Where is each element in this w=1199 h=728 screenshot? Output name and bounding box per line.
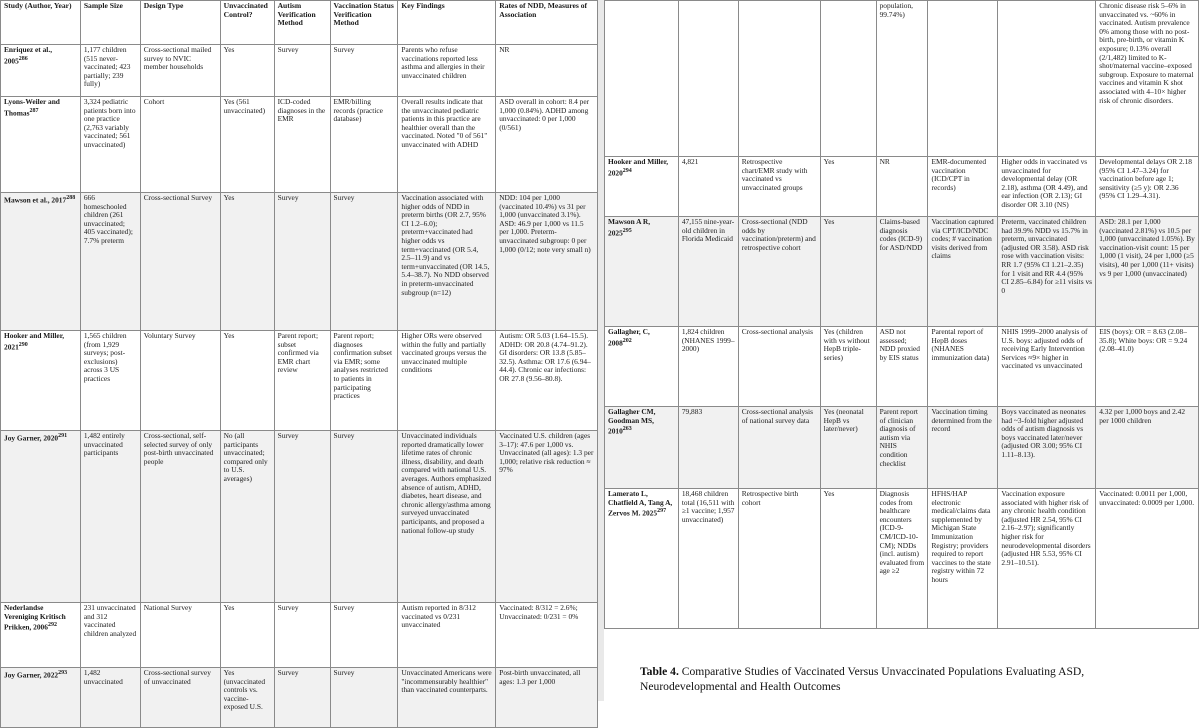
cell-autism: Parent report; subset confirmed via EMR chart review (274, 331, 330, 431)
table-row (1, 431, 598, 603)
study-ref: 287 (29, 107, 39, 114)
cell-control: Yes (unvaccinated controls vs. vaccine-exposed U.S. (220, 668, 274, 728)
cell-rates: Vaccinated: 8/312 = 2.6%; Unvaccinated: 0/231 = 0% (496, 603, 598, 668)
cell-control: Yes (children with vs without HepB triple-series) (820, 327, 876, 407)
cell-findings: Autism reported in 8/312 vaccinated vs 0/231 unvaccinated (398, 603, 496, 668)
cell-autism: Survey (274, 193, 330, 331)
study-name: Mawson et al., 2017 (4, 195, 67, 205)
cell-findings: Preterm, vaccinated children had 39.9% NDD vs 15.7% in preterm, unvaccinated (adjusted OR 3.58). ASD risk rose with vaccination visits: RR 1.7 (95% CI 1.21–2.35) for 1 visit and RR 4.4 (95% CI 2.85–6.84) for ≥11 visits vs 0 (998, 217, 1096, 327)
table-row (1, 193, 598, 331)
table-row (605, 217, 1199, 327)
study-ref: 293 (58, 670, 68, 676)
study-name: Mawson A R, 2025 (608, 217, 651, 238)
cell-findings: Vaccination associated with higher odds of NDD in preterm births (OR 2.7, 95% CI 1.2–6.0); preterm+vaccinated had higher odds vs term+vaccinated (OR 5.4, 2.5–11.9) and vs term+unvaccinated (OR 14.5, 5.4–38.7). No NDD observed in preterm-unvaccinated subgroup (n=12) (398, 193, 496, 331)
cell-study (605, 1, 679, 157)
cell-rates: 4.32 per 1,000 boys and 2.42 per 1000 children (1096, 407, 1199, 489)
cell-vacc: Survey (330, 45, 398, 97)
header-unvaccinated-control: Unvaccinated Control? (220, 1, 274, 45)
cell-sample: 231 unvaccinated and 312 vaccinated children analyzed (80, 603, 140, 668)
caption-label: Table 4. (640, 665, 679, 678)
cell-findings: Unvaccinated individuals reported dramatically lower lifetime rates of chronic illness, disability, and death compared with national U.S. averages. Authors emphasized absence of autism, ADHD, diabetes, heart disease, and chronic allergy/asthma among surveyed unvaccinated participants, and proposed a national follow-up study (398, 431, 496, 603)
cell-design: Cross-sectional Survey (140, 193, 220, 331)
study-ref: 286 (18, 55, 28, 62)
cell-study (1, 97, 81, 193)
cell-sample: 47,155 nine-year-old children in Florida Medicaid (678, 217, 738, 327)
study-name: Hooker and Miller, 2020 (608, 157, 669, 178)
cell-study (605, 489, 679, 629)
table-row (605, 157, 1199, 217)
cell-control: Yes (820, 157, 876, 217)
cell-study (1, 331, 81, 431)
study-ref: 202 (622, 337, 632, 344)
cell-study (1, 431, 81, 603)
study-name: Gallagher, C, 2008 (608, 327, 650, 348)
right-table-page (604, 0, 1199, 701)
table-row (1, 668, 598, 728)
cell-vacc: Parent report; diagnoses confirmation subset via EMR; some analyses restricted to patients in participating practices (330, 331, 398, 431)
cell-control: Yes (820, 489, 876, 629)
study-name: Lamerato L, Chatfield A, Tang A, Zervos M. 2025 (608, 489, 673, 518)
cell-rates: EIS (boys): OR = 8.63 (2.08–35.8); White boys: OR = 9.24 (2.08–41.0) (1096, 327, 1199, 407)
cell-sample: 666 homeschooled children (261 unvaccinated; 405 vaccinated); 7.7% preterm (80, 193, 140, 331)
cell-sample: 1,177 children (515 never-vaccinated; 423 partially; 239 fully) (80, 45, 140, 97)
cell-control: Yes (820, 217, 876, 327)
cell-rates: Post-birth unvaccinated, all ages: 1.3 per 1,000 (496, 668, 598, 728)
cell-design: Cross-sectional survey of unvaccinated (140, 668, 220, 728)
table-row (1, 45, 598, 97)
cell-rates: ASD overall in cohort: 8.4 per 1,000 (0.84%). ADHD among unvaccinated: 0 per 1,000 (0/561) (496, 97, 598, 193)
cell-study (1, 193, 81, 331)
cell-vacc: HFHS/HAP electronic medical/claims data supplemented by Michigan State Immunization Registry; providers required to report vaccines to the state registry within 72 hours (928, 489, 998, 629)
cell-control: Yes (neonatal HepB vs later/never) (820, 407, 876, 489)
cell-design: Cross-sectional analysis (738, 327, 820, 407)
cell-design: Cohort (140, 97, 220, 193)
cell-autism: Diagnosis codes from healthcare encounters (ICD-9-CM/ICD-10-CM); NDDs (incl. autism) evaluated from age ≥2 (876, 489, 928, 629)
study-name: Hooker and Miller, 2021 (4, 331, 65, 352)
cell-autism: Survey (274, 431, 330, 603)
study-ref: 297 (657, 508, 667, 515)
cell-vacc: Survey (330, 668, 398, 728)
cell-sample: 18,468 children total (16,511 with ≥1 vaccine; 1,957 unvaccinated) (678, 489, 738, 629)
cell-findings: Boys vaccinated as neonates had ~3-fold higher adjusted odds of autism diagnosis vs boys vaccinated later/never (adjusted OR 3.00; 95% CI 1.11–8.13). (998, 407, 1096, 489)
study-ref: 263 (622, 426, 632, 433)
header-study: Study (Author, Year) (1, 1, 81, 45)
cell-rates: Vaccinated: 0.0011 per 1,000, unvaccinated: 0.0009 per 1,000. (1096, 489, 1199, 629)
cell-design: Retrospective birth cohort (738, 489, 820, 629)
study-name: Nederlandse Vereniging Kritisch Prikken, 2006 (4, 603, 66, 632)
study-name: Gallagher CM, Goodman MS, 2010 (608, 407, 656, 436)
study-ref: 291 (58, 433, 68, 439)
cell-rates: NR (496, 45, 598, 97)
cell-vacc: Survey (330, 431, 398, 603)
cell-autism: Claims-based diagnosis codes (ICD-9) for ASD/NDD (876, 217, 928, 327)
cell-autism: Survey (274, 45, 330, 97)
cell-sample (678, 1, 738, 157)
cell-control (820, 1, 876, 157)
cell-rates: NDD: 104 per 1,000 (vaccinated 10.4%) vs 31 per 1,000 (unvaccinated 3.1%). ASD: 46.9 per 1,000 vs 11.5 per 1,000. Preterm-unvaccinated subgroup: 0 per 1,000 (0/12; note very small n) (496, 193, 598, 331)
cell-design: Cross-sectional (NDD odds by vaccination/preterm) and retrospective cohort (738, 217, 820, 327)
cell-sample: 1,824 children (NHANES 1999–2000) (678, 327, 738, 407)
cell-sample: 1,482 entirely unvaccinated participants (80, 431, 140, 603)
cell-study (1, 668, 81, 728)
table-row (605, 327, 1199, 407)
study-name: Enriquez et al., 2005 (4, 45, 53, 66)
table-row (1, 331, 598, 431)
table-row (1, 97, 598, 193)
cell-study (605, 217, 679, 327)
header-sample-size: Sample Size (80, 1, 140, 45)
cell-design (738, 1, 820, 157)
cell-vacc: Vaccination timing determined from the record (928, 407, 998, 489)
study-ref: 292 (47, 622, 57, 629)
cell-findings: Higher odds in vaccinated vs unvaccinated for developmental delay (OR 2.18), asthma (OR 4.49), and ear infection (OR 2.13); GI disorder OR 3.10 (NS) (998, 157, 1096, 217)
cell-autism: ASD not assessed; NDD proxied by EIS status (876, 327, 928, 407)
cell-study (1, 603, 81, 668)
cell-vacc: Vaccination captured via CPT/ICD/NDC codes; # vaccination visits derived from claims (928, 217, 998, 327)
study-ref: 288 (66, 195, 76, 201)
cell-design: Cross-sectional analysis of national survey data (738, 407, 820, 489)
cell-design: National Survey (140, 603, 220, 668)
study-name: Joy Garner, 2022 (4, 670, 59, 680)
cell-vacc: EMR-documented vaccination (ICD/CPT in records) (928, 157, 998, 217)
cell-autism: NR (876, 157, 928, 217)
caption-text: Comparative Studies of Vaccinated Versus Unvaccinated Populations Evaluating ASD, Neurodevelopmental and Health Outcomes (640, 665, 1085, 693)
cell-findings: Vaccination exposure associated with higher risk of any chronic health condition (adjusted HR 2.54, 95% CI 2.16–2.97); significantly higher risk for neurodevelopmental disorders (adjusted HR 5.53, 95% CI 2.91–10.51). (998, 489, 1096, 629)
cell-sample: 1,565 children (from 1,929 surveys; post-exclusions) across 3 US practices (80, 331, 140, 431)
cell-study (605, 407, 679, 489)
study-ref: 290 (18, 341, 28, 348)
header-row (1, 1, 598, 45)
left-table-page (0, 0, 598, 712)
cell-design: Voluntary Survey (140, 331, 220, 431)
cell-autism: population, 99.74%) (876, 1, 928, 157)
study-name: Lyons-Weiler and Thomas (4, 97, 60, 118)
cell-study (605, 157, 679, 217)
cell-findings (998, 1, 1096, 157)
cell-findings: NHIS 1999–2000 analysis of U.S. boys: adjusted odds of receiving Early Intervention Services ≈9× higher in vaccinated vs unvaccinated (998, 327, 1096, 407)
right-table (604, 0, 1199, 629)
header-vaccination-verification: Vaccination Status Verification Method (330, 1, 398, 45)
table-row (605, 1, 1199, 157)
table-row (605, 407, 1199, 489)
study-ref: 295 (622, 227, 632, 234)
cell-control: Yes (220, 45, 274, 97)
cell-control: Yes (220, 193, 274, 331)
cell-sample: 4,821 (678, 157, 738, 217)
table-row (1, 603, 598, 668)
cell-sample: 79,883 (678, 407, 738, 489)
cell-autism: Survey (274, 603, 330, 668)
study-name: Joy Garner, 2020 (4, 433, 59, 443)
cell-findings: Overall results indicate that the unvaccinated pediatric patients in this practice are healthier overall than the vaccinated. Noted "0 of 561" unvaccinated with ADHD (398, 97, 496, 193)
cell-sample: 3,324 pediatric patients born into one practice (2,763 variably vaccinated; 561 unvaccinated) (80, 97, 140, 193)
cell-findings: Unvaccinated Americans were "incommensurably healthier" than vaccinated counterparts. (398, 668, 496, 728)
cell-control: Yes (561 unvaccinated) (220, 97, 274, 193)
cell-findings: Parents who refuse vaccinations reported less asthma and allergies in their unvaccinated children (398, 45, 496, 97)
cell-rates: ASD: 28.1 per 1,000 (vaccinated 2.81%) vs 10.5 per 1,000 (unvaccinated 1.05%). By vaccination-visit count: 15 per 1,000 (1 visit), 24 per 1,000 (≥5 visits), 40 per 1,000 (11+ visits) vs 9 per 1,000 (unvaccinated) (1096, 217, 1199, 327)
header-key-findings: Key Findings (398, 1, 496, 45)
cell-vacc (928, 1, 998, 157)
cell-vacc: Parental report of HepB doses (NHANES immunization data) (928, 327, 998, 407)
cell-rates: Chronic disease risk 5–6% in unvaccinated vs. ~60% in vaccinated. Autism prevalence 0% among those with no post-birth, pre-birth, or vitamin K exposure; 0.13% overall (2/1,482) limited to K-shot/maternal vaccine–exposed subgroup. Exposure to maternal vaccines and vitamin K shot associated with 4–10× higher risk of chronic disorders. (1096, 1, 1199, 157)
cell-autism: ICD-coded diagnoses in the EMR (274, 97, 330, 193)
cell-findings: Higher ORs were observed within the fully and partially vaccinated groups versus the unvaccinated multiple conditions (398, 331, 496, 431)
table-caption (640, 664, 1180, 694)
cell-sample: 1,482 unvaccinated (80, 668, 140, 728)
cell-rates: Autism: OR 5.03 (1.64–15.5). ADHD: OR 20.8 (4.74–91.2). GI disorders: OR 13.8 (5.85–32.5). Asthma: OR 17.6 (6.94–44.4). Chronic ear infections: OR 27.8 (9.56–80.8). (496, 331, 598, 431)
cell-vacc: EMR/billing records (practice database) (330, 97, 398, 193)
cell-study (1, 45, 81, 97)
cell-control: Yes (220, 603, 274, 668)
cell-design: Cross-sectional mailed survey to NVIC member households (140, 45, 220, 97)
study-ref: 294 (622, 167, 632, 174)
header-design-type: Design Type (140, 1, 220, 45)
cell-design: Cross-sectional, self-selected survey of only post-birth unvaccinated people (140, 431, 220, 603)
header-rates: Rates of NDD, Measures of Association (496, 1, 598, 45)
cell-vacc: Survey (330, 193, 398, 331)
cell-control: No (all participants unvaccinated; compared only to U.S. averages) (220, 431, 274, 603)
header-autism-verification: Autism Verification Method (274, 1, 330, 45)
cell-rates: Vaccinated U.S. children (ages 3–17): 47.6 per 1,000 vs. Unvaccinated (all ages): 1.3 per 1,000; relative risk reduction ≈ 97% (496, 431, 598, 603)
cell-control: Yes (220, 331, 274, 431)
cell-design: Retrospective chart/EMR study with vaccinated vs unvaccinated groups (738, 157, 820, 217)
table-row (605, 489, 1199, 629)
cell-autism: Survey (274, 668, 330, 728)
cell-study (605, 327, 679, 407)
left-table (0, 0, 598, 728)
cell-rates: Developmental delays OR 2.18 (95% CI 1.47–3.24) for vaccination before age 1; sensitivity (≥5 y): OR 2.36 (95% CI 1.29–4.31). (1096, 157, 1199, 217)
cell-vacc: Survey (330, 603, 398, 668)
cell-autism: Parent report of clinician diagnosis of autism via NHIS condition checklist (876, 407, 928, 489)
